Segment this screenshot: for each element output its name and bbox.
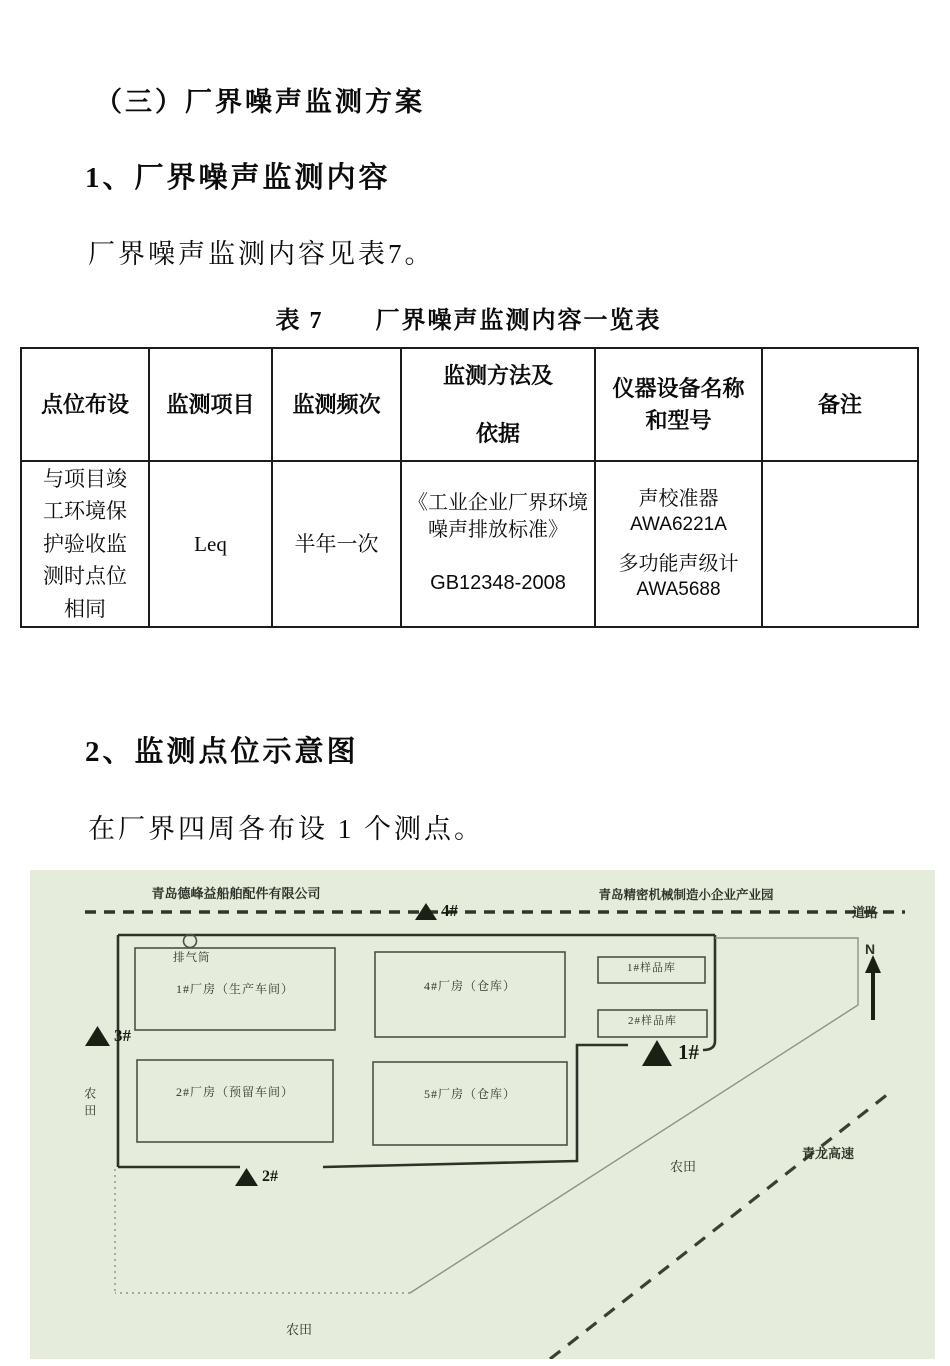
monitor-point-1-label: 1# [678,1040,699,1064]
col-header-frequency: 监测频次 [272,348,401,461]
monitor-point-2-label: 2# [262,1168,278,1185]
building-2-outline [137,1060,333,1142]
table-row [21,461,918,627]
monitor-point-4-label: 4# [441,901,458,920]
table-caption: 表 7 厂界噪声监测内容一览表 [275,308,662,334]
building-5-label: 5#厂房（仓库） [423,1087,516,1101]
highway-label: 青龙高速 [802,1146,855,1161]
fence-south-east-segment [323,1045,628,1167]
north-arrow-head-icon [865,955,881,973]
monitor-point-1-triangle-icon [642,1040,672,1066]
monitor-point-3-label: 3# [114,1026,131,1045]
table-header-row [21,348,918,461]
method-standard-code: GB12348-2008 [430,571,566,594]
building-5-outline [373,1062,567,1145]
farmland-west-label: 农田 [82,1087,97,1121]
cell-frequency: 半年一次 [272,461,401,627]
col-header-method-line1: 监测方法及 [442,362,553,388]
col-header-instrument-line2: 和型号 [645,407,712,433]
col-header-method [401,348,595,461]
building-1-label: 1#厂房（生产车间） [175,982,294,996]
cell-remark [762,461,918,627]
col-header-instrument [595,348,762,461]
exhaust-stack-label: 排气筒 [173,952,211,964]
sample-store-2-label: 2#样品库 [628,1015,677,1027]
building-4-label: 4#厂房（仓库） [423,979,516,993]
north-company-label: 青岛德峰益船舶配件有限公司 [151,886,321,901]
col-header-remark: 备注 [762,348,918,461]
exhaust-stack-icon [184,935,197,948]
noise-monitoring-table [20,347,919,628]
farmland-east-label: 农田 [670,1159,697,1174]
instrument2-model: AWA5688 [636,578,721,600]
col-header-location: 点位布设 [21,348,149,461]
subsection-1-paragraph: 厂界噪声监测内容见表7。 [88,239,435,269]
farmland-south-label: 农田 [286,1322,313,1337]
site-map-linework [30,870,935,1359]
instrument1-name: 声校准器 [638,487,719,510]
north-letter-label: N [865,941,876,957]
building-4-outline [375,952,565,1037]
subsection-1-heading: 1、厂界噪声监测内容 [85,162,391,194]
instrument1-model: AWA6221A [630,513,727,535]
col-header-method-line2: 依据 [475,420,520,446]
fence-east [703,935,715,1050]
cell-item: Leq [149,461,272,627]
monitor-point-2-triangle-icon [235,1168,258,1186]
col-header-item: 监测项目 [149,348,272,461]
instrument2-name: 多功能声级计 [618,552,739,575]
building-2-label: 2#厂房（预留车间） [175,1085,294,1099]
section-heading: （三）厂界噪声监测方案 [95,87,425,117]
col-header-instrument-line1: 仪器设备名称 [612,375,745,401]
cell-method [401,461,595,627]
northeast-company-label: 青岛精密机械制造小企业产业园 [598,888,774,902]
cell-instrument [595,461,762,627]
road-label: 道路 [852,905,879,920]
subsection-2-paragraph: 在厂界四周各布设 1 个测点。 [88,814,484,844]
subsection-2-heading: 2、监测点位示意图 [85,736,359,768]
method-standard-name: 《工业企业厂界环境噪声排放标准》 [408,491,588,541]
cell-location: 与项目竣工环境保护验收监测时点位相同 [21,461,149,627]
sample-store-1-label: 1#样品库 [627,962,676,974]
highway-dashed-line [550,1094,888,1359]
site-map-diagram [30,870,935,1359]
monitor-point-3-triangle-icon [85,1026,110,1046]
